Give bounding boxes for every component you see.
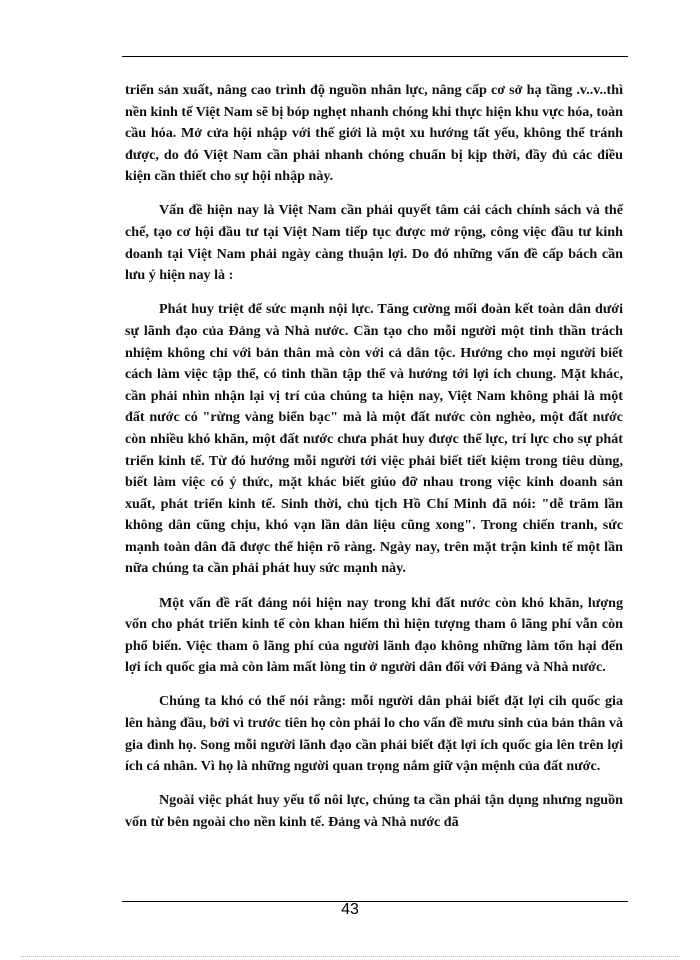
paragraph-3: Phát huy triệt để sức mạnh nội lực. Tăng cường mối đoàn kết toàn dân dưới sự lãnh đạo của Đảng và Nhà nước. Cần tạo cho mỗi người một tinh thần trách nhiệm không chỉ với bản thân mà còn với cả dân tộc. Hướng cho mọi người biết cách làm việc tập thể, có tinh thần tập thể và hướng tới lợi ích chung. Mặt khác, cần phải nhìn nhận lại vị trí của chúng ta hiện nay, Việt Nam không phải là một đất nước có "rừng vàng biển bạc" mà là một đất nước còn nghèo, một đất nước còn nhiều khó khăn, một đất nước chưa phát huy được thế lực, trí lực cho sự phát triển kinh tế. Từ đó hướng mỗi người tới việc phải biết tiết kiệm trong tiêu dùng, biết làm việc có ý thức, mặt khác biết giúo đỡ nhau trong việc kinh doanh sản xuất, phát triển kinh tế. Sinh thời, chủ tịch Hồ Chí Minh đã nói: "dễ trăm lần không dân cũng chịu, khó vạn lần dân liệu cũng xong". Trong chiến tranh, sức mạnh toàn dân đã được thể hiện rõ ràng. Ngày nay, trên mặt trận kinh tế một lần nữa chúng ta cần phải phát huy sức mạnh này.: [125, 301, 623, 577]
paragraph-1: triển sản xuất, nâng cao trình độ nguồn nhân lực, nâng cấp cơ sở hạ tầng .v..v..thì nền kinh tế Việt Nam sẽ bị bóp nghẹt nhanh chóng khi thực hiện khu vực hóa, toàn cầu hóa. Mở cửa hội nhập với thế giới là một xu hướng tất yếu, không thể tránh được, do đó Việt Nam cần phải nhanh chóng chuẩn bị kịp thời, đầy đủ các điều kiện cần thiết cho sự hội nhập này.: [125, 82, 623, 185]
paragraph-5: Chúng ta khó có thể nói rằng: mỗi người dân phải biết đặt lợi cih quốc gia lên hàng đầu, bởi vì trước tiên họ còn phải lo cho vấn đề mưu sinh của bản thân và gia đình họ. Song mỗi người lãnh đạo cần phải biết đặt lợi ích quốc gia lên trên lợi ích cá nhân. Vì họ là những người quan trọng nắm giữ vận mệnh của đất nước.: [125, 693, 623, 775]
paragraph-2: Vấn đề hiện nay là Việt Nam cần phải quyết tâm cải cách chính sách và thể chế, tạo cơ hội đầu tư tại Việt Nam tiếp tục được mở rộng, công việc đầu tư kinh doanh tại Việt Nam phải ngày càng thuận lợi. Do đó những vấn đề cấp bách cần lưu ý hiện nay là :: [125, 202, 623, 284]
header-rule: [122, 56, 628, 57]
paragraph-4: Một vấn đề rất đáng nói hiện nay trong khi đất nước còn khó khăn, lượng vốn cho phát triển kinh tế còn khan hiếm thì hiện tượng tham ô lãng phí vẫn còn phổ biến. Việc tham ô lãng phí của người lãnh đạo không những làm tổn hại đến lợi ích quốc gia mà còn làm mất lòng tin ở người dân đối với Đảng và Nhà nước.: [125, 594, 623, 676]
paragraph-6: Ngoài việc phát huy yếu tố nôi lực, chúng ta cần phải tận dụng nhưng nguồn vốn từ bên ngoài cho nền kinh tế. Đảng và Nhà nước đã: [125, 792, 623, 830]
page-edge-dotted-line: [20, 956, 680, 957]
body-text: [125, 80, 623, 846]
page-number: 43: [341, 901, 359, 918]
